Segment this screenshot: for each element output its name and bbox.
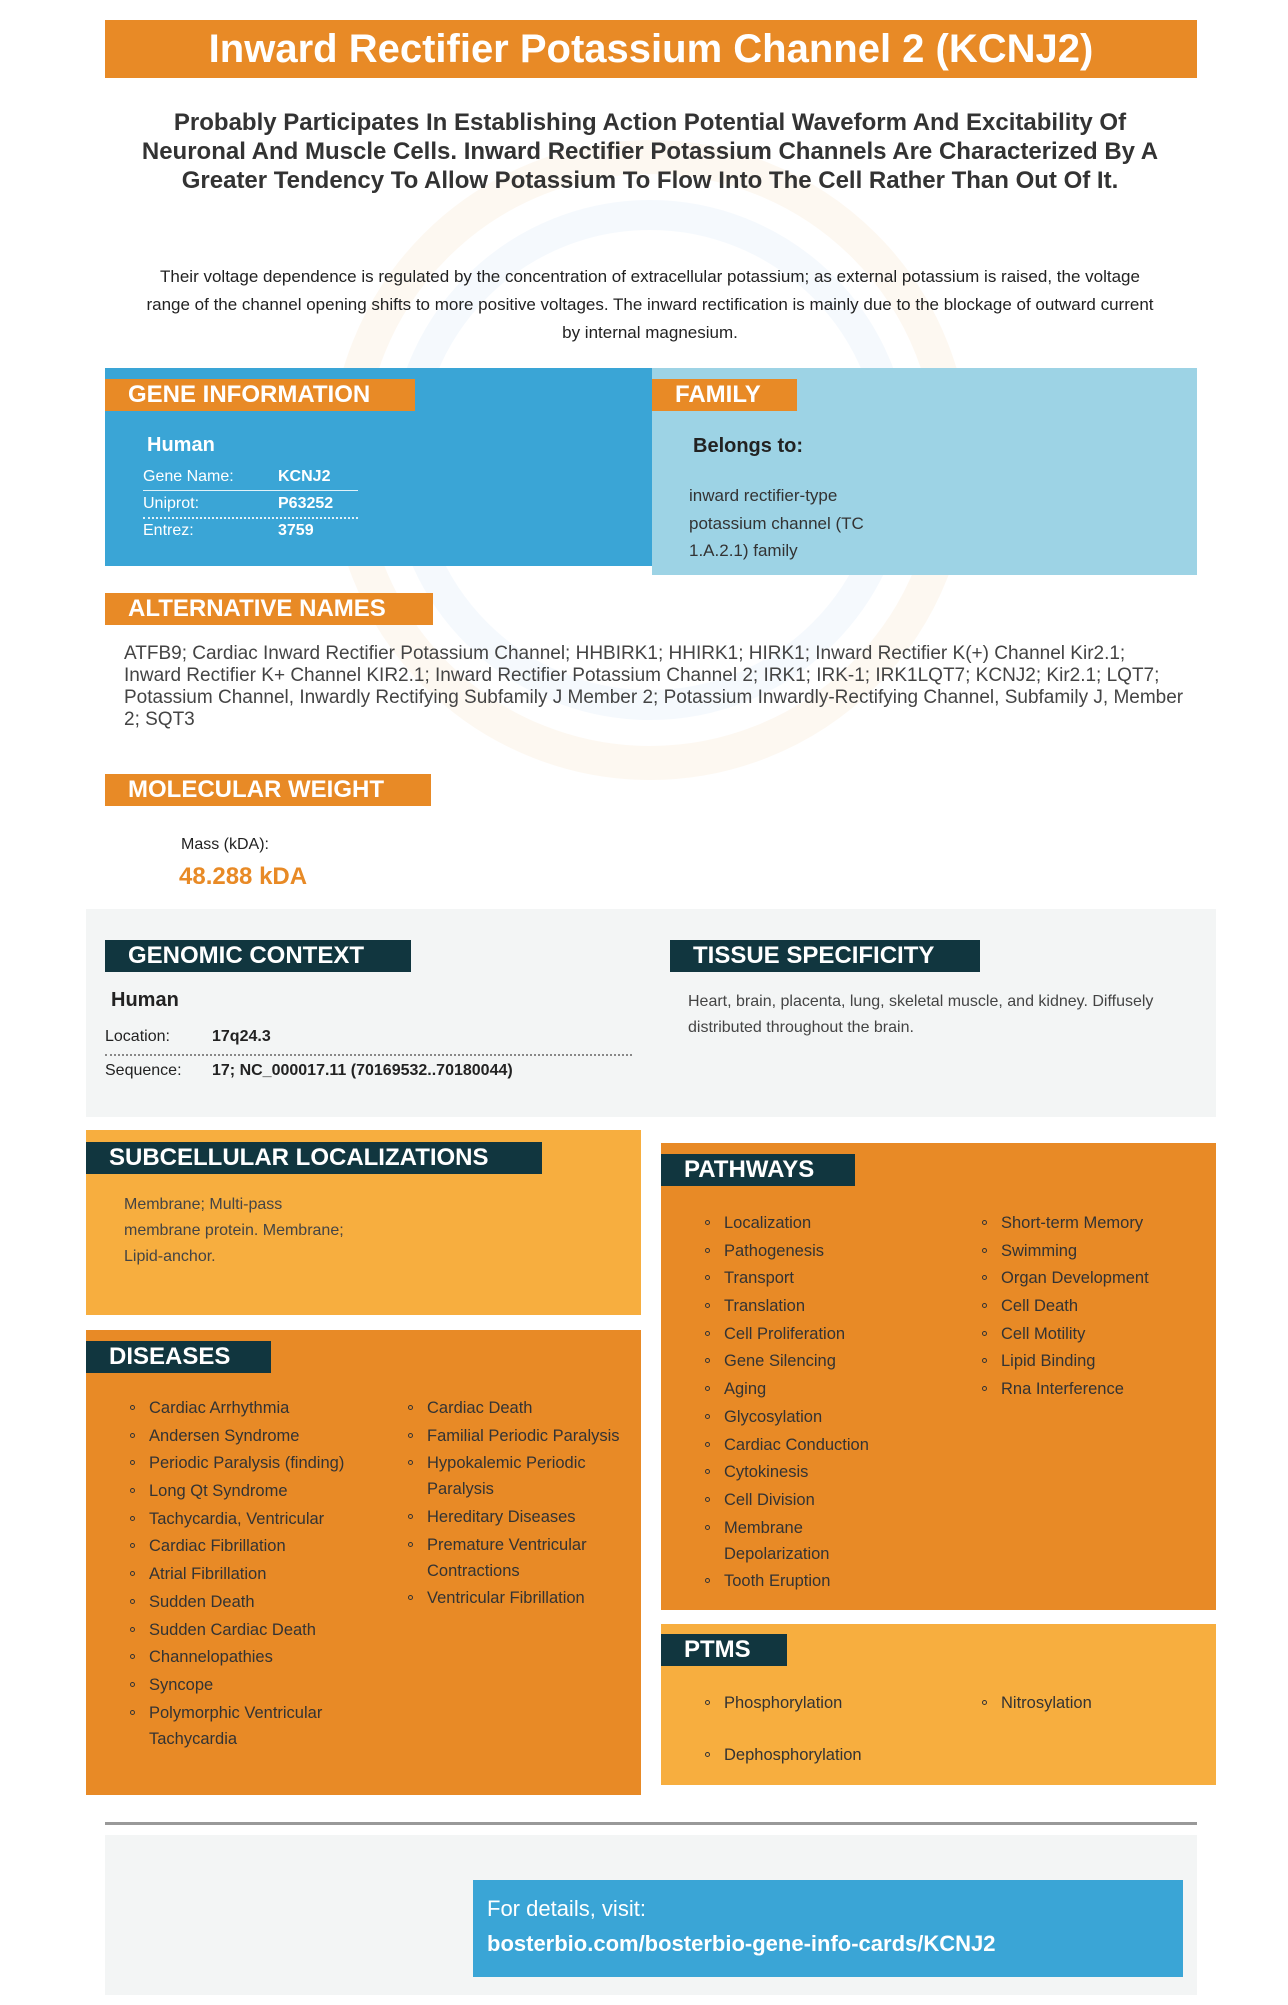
list-item: Translation (704, 1293, 934, 1319)
gene-name-row (143, 464, 358, 491)
genomic-sequence-label: Sequence: (105, 1062, 182, 1079)
footer-divider (105, 1822, 1197, 1825)
list-item: Channelopathies (129, 1644, 369, 1670)
list-item: Tooth Eruption (704, 1568, 934, 1594)
entrez-label: Entrez: (143, 522, 194, 539)
list-item: Transport (704, 1265, 934, 1291)
uniprot-value: P63252 (278, 495, 334, 512)
details-link-url[interactable]: bosterbio.com/bosterbio-gene-info-cards/KCNJ2 (487, 1931, 996, 1956)
list-item: Premature Ventricular Contractions (407, 1532, 627, 1584)
list-item: Familial Periodic Paralysis (407, 1423, 627, 1449)
genomic-location-value: 17q24.3 (212, 1028, 271, 1045)
list-item: Cell Motility (981, 1321, 1201, 1347)
list-item: Cell Death (981, 1293, 1201, 1319)
gene-name-value: KCNJ2 (278, 468, 331, 485)
list-item: Glycosylation (704, 1404, 934, 1430)
list-item: Gene Silencing (704, 1348, 934, 1374)
entrez-value: 3759 (278, 522, 314, 539)
list-item: Organ Development (981, 1265, 1201, 1291)
subcellular-text: Membrane; Multi-pass membrane protein. Membrane; Lipid-anchor. (124, 1196, 344, 1265)
list-item: Syncope (129, 1672, 369, 1698)
family-belongs-label: Belongs to: (693, 435, 803, 457)
page-title: Inward Rectifier Potassium Channel 2 (KCNJ2) (105, 20, 1197, 78)
list-item: Swimming (981, 1238, 1201, 1264)
list-item: Hereditary Diseases (407, 1504, 627, 1530)
family-heading: FAMILY (652, 379, 797, 411)
list-item: Cardiac Arrhythmia (129, 1395, 369, 1421)
list-item: Localization (704, 1210, 934, 1236)
list-item: Dephosphorylation (704, 1742, 924, 1768)
alternative-names-text: ATFB9; Cardiac Inward Rectifier Potassium Channel; HHBIRK1; HHIRK1; HIRK1; Inward Rectifier K(+) Channel Kir2.1; Inward Rectifier K+ Channel KIR2.1; Inward Rectifier Potassium Channel 2; IRK1; IRK-1; IRK1LQT7; KCNJ2; Kir2.1; LQT7; Potassium Channel, Inwardly Rectifying Subfamily J Member 2; Potassium Inwardly-Rectifying Channel, Subfamily J, Member 2; SQT3 (124, 643, 1184, 730)
list-item: Cytokinesis (704, 1459, 934, 1485)
molecular-weight-heading: MOLECULAR WEIGHT (105, 774, 431, 806)
ptms-heading: PTMS (661, 1634, 787, 1666)
list-item: Andersen Syndrome (129, 1423, 369, 1449)
list-item: Ventricular Fibrillation (407, 1585, 627, 1611)
details-link-label: For details, visit: (487, 1896, 646, 1921)
ptms-list-col2 (981, 1690, 1181, 1742)
genomic-location-label: Location: (105, 1028, 170, 1045)
family-value: inward rectifier-type potassium channel (TC 1.A.2.1) family (689, 486, 864, 560)
subcellular-heading: SUBCELLULAR LOCALIZATIONS (86, 1142, 542, 1174)
list-item: Periodic Paralysis (finding) (129, 1450, 369, 1476)
function-description: Their voltage dependence is regulated by the concentration of extracellular potassium; as external potassium is raised, the voltage range of the channel opening shifts to more positive voltages. The inward rectification is mainly due to the blockage of outward current by internal magnesium. (146, 267, 1154, 342)
entrez-row (143, 518, 358, 544)
diseases-list-col1 (129, 1395, 369, 1753)
uniprot-row (143, 491, 358, 519)
pathways-heading: PATHWAYS (661, 1154, 855, 1186)
genomic-sequence-value: 17; NC_000017.11 (70169532..70180044) (212, 1062, 513, 1079)
list-item: Membrane Depolarization (704, 1515, 844, 1567)
list-item: Hypokalemic Periodic Paralysis (407, 1450, 627, 1502)
list-item: Atrial Fibrillation (129, 1561, 369, 1587)
list-item: Cardiac Death (407, 1395, 627, 1421)
list-item: Cell Proliferation (704, 1321, 934, 1347)
pathways-list-col2 (981, 1210, 1201, 1404)
details-link-box[interactable] (473, 1880, 1183, 1977)
mass-value: 48.288 kDA (179, 863, 308, 890)
gene-name-label: Gene Name: (143, 468, 234, 485)
alternative-names-heading: ALTERNATIVE NAMES (105, 593, 433, 625)
list-item: Tachycardia, Ventricular (129, 1506, 369, 1532)
gene-information-heading: GENE INFORMATION (105, 379, 415, 411)
list-item: Phosphorylation (704, 1690, 924, 1716)
genomic-sequence-row (105, 1058, 632, 1088)
diseases-list-col2 (407, 1395, 627, 1613)
genomic-context-heading: GENOMIC CONTEXT (105, 940, 411, 972)
function-summary: Probably Participates In Establishing Action Potential Waveform And Excitability Of Neuronal And Muscle Cells. Inward Rectifier Potassium Channels Are Characterized By A Greater Tendency To Allow Potassium To Flow Into The Cell Rather Than Out Of It. (141, 109, 1159, 194)
list-item: Polymorphic Ventricular Tachycardia (129, 1700, 369, 1752)
list-item: Aging (704, 1376, 934, 1402)
uniprot-label: Uniprot: (143, 495, 200, 512)
list-item: Cardiac Conduction (704, 1432, 934, 1458)
list-item: Cardiac Fibrillation (129, 1533, 369, 1559)
list-item: Sudden Death (129, 1589, 369, 1615)
pathways-list-col1 (704, 1210, 934, 1596)
genomic-location-row (105, 1024, 632, 1056)
ptms-list-col1 (704, 1690, 924, 1794)
list-item: Short-term Memory (981, 1210, 1201, 1236)
genomic-species: Human (111, 989, 179, 1011)
list-item: Rna Interference (981, 1376, 1201, 1402)
gene-species: Human (147, 434, 215, 456)
list-item: Pathogenesis (704, 1238, 934, 1264)
list-item: Cell Division (704, 1487, 934, 1513)
mass-label: Mass (kDA): (181, 836, 269, 853)
list-item: Long Qt Syndrome (129, 1478, 369, 1504)
diseases-heading: DISEASES (86, 1341, 271, 1373)
list-item: Nitrosylation (981, 1690, 1181, 1716)
tissue-specificity-heading: TISSUE SPECIFICITY (670, 940, 980, 972)
list-item: Lipid Binding (981, 1348, 1201, 1374)
tissue-specificity-text: Heart, brain, placenta, lung, skeletal muscle, and kidney. Diffusely distributed throughout the brain. (688, 993, 1154, 1036)
list-item: Sudden Cardiac Death (129, 1617, 369, 1643)
